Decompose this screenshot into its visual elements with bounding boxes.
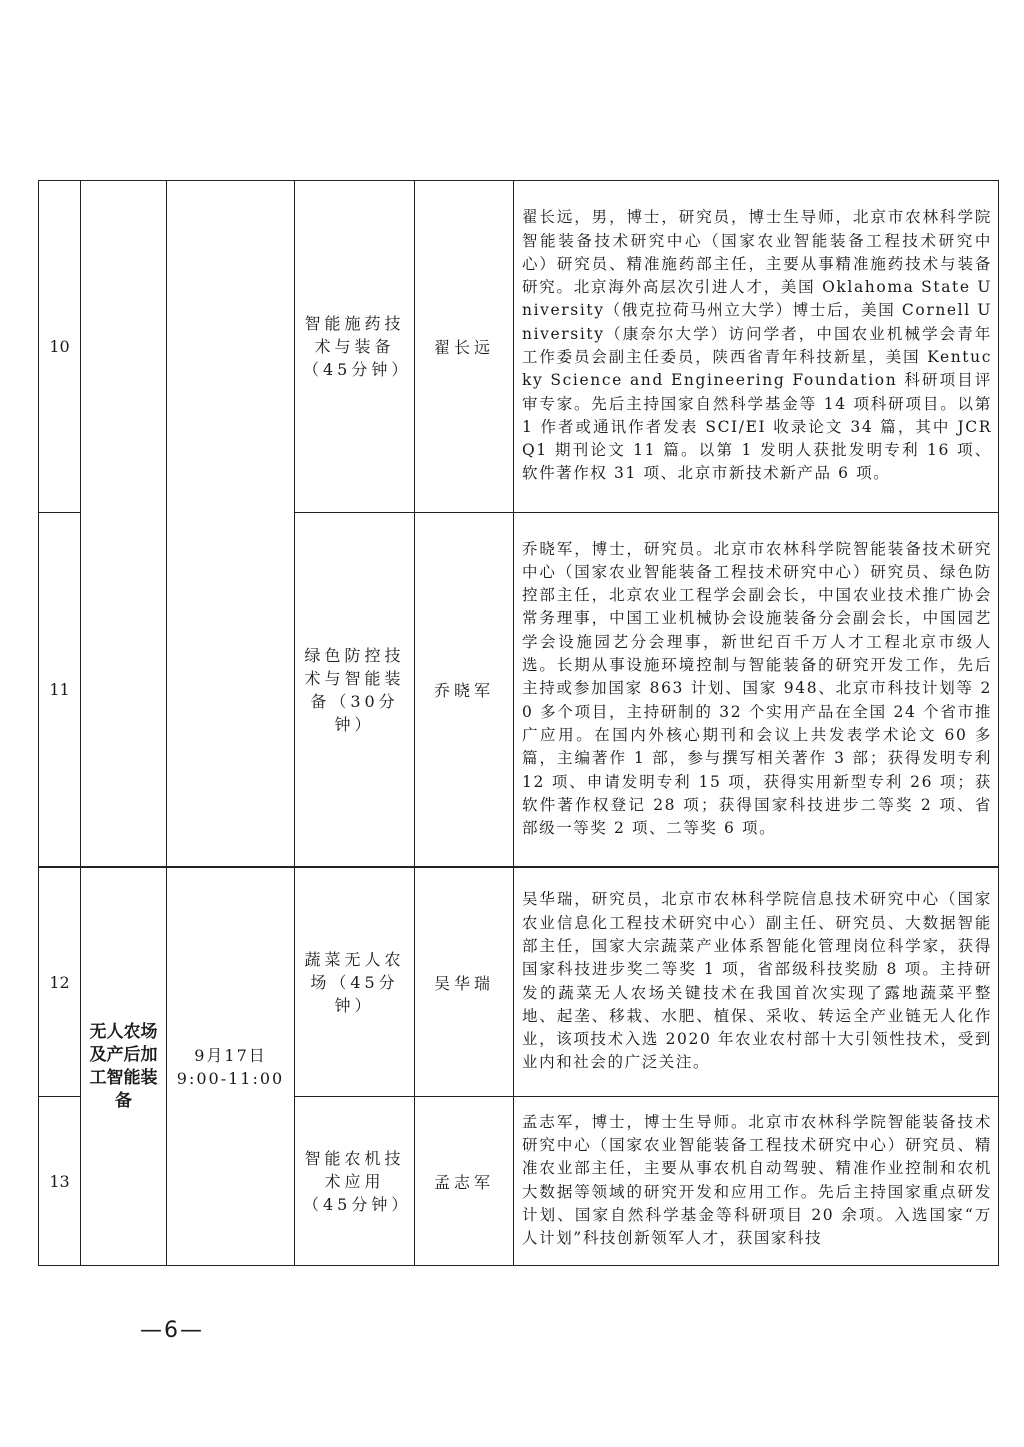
topic-cell: 智能施药技术与装备（45分钟） — [295, 181, 415, 513]
row-number: 11 — [39, 513, 81, 868]
theme-cell: 无人农场及产后加工智能装备 — [81, 867, 167, 1266]
speaker-name: 孟志军 — [415, 1097, 514, 1266]
row-number: 13 — [39, 1097, 81, 1266]
table-row — [39, 181, 999, 513]
topic-cell: 蔬菜无人农场（45分钟） — [295, 867, 415, 1097]
time-cell — [167, 867, 295, 1266]
speaker-bio: 乔晓军，博士，研究员。北京市农林科学院智能装备技术研究中心（国家农业智能装备工程技术研究中心）研究员、绿色防控部主任，北京农业工程学会副会长，中国农业技术推广协会常务理事，中国工业机械协会设施装备分会副会长，中国园艺学会设施园艺分会理事，新世纪百千万人才工程北京市级人选。长期从事设施环境控制与智能装备的研究开发工作，先后主持或参加国家 863 计划、国家 948、北京市科技计划等 20 多个项目，主持研制的 32 个实用产品在全国 24 个省市推广应用。在国内外核心期刊和会议上共发表学术论文 60 多篇，主编著作 1 部，参与撰写相关著作 3 部；获得发明专利 12 项、申请发明专利 15 项，获得实用新型专利 26 项；获软件著作权登记 28 项；获得国家科技进步二等奖 2 项、省部级一等奖 2 项、二等奖 6 项。 — [514, 513, 999, 868]
speaker-name: 乔晓军 — [415, 513, 514, 868]
topic-cell: 智能农机技术应用（45分钟） — [295, 1097, 415, 1266]
speaker-name: 翟长远 — [415, 181, 514, 513]
speaker-bio: 吴华瑞，研究员，北京市农林科学院信息技术研究中心（国家农业信息化工程技术研究中心）副主任、研究员、大数据智能部主任，国家大宗蔬菜产业体系智能化管理岗位科学家，获得国家科技进步奖二等奖 1 项，省部级科技奖励 8 项。主持研发的蔬菜无人农场关键技术在我国首次实现了露地蔬菜平整地、起垄、移栽、水肥、植保、采收、转运全产业链无人化作业，该项技术入选 2020 年农业农村部十大引领性技术，受到业内和社会的广泛关注。 — [514, 867, 999, 1097]
table-row — [39, 867, 999, 1097]
speaker-name: 吴华瑞 — [415, 867, 514, 1097]
session-date: 9月17日 — [194, 1045, 267, 1065]
row-number: 12 — [39, 867, 81, 1097]
session-time: 9:00-11:00 — [176, 1068, 285, 1088]
time-cell-continued — [167, 181, 295, 868]
schedule-table — [38, 180, 999, 1266]
theme-cell-continued — [81, 181, 167, 868]
topic-cell: 绿色防控技术与智能装备（30分钟） — [295, 513, 415, 868]
speaker-bio: 翟长远，男，博士，研究员，博士生导师，北京市农林科学院智能装备技术研究中心（国家农业智能装备工程技术研究中心）研究员、精准施药部主任，主要从事精准施药技术与装备研究。北京海外高层次引进人才，美国 Oklahoma State University（俄克拉荷马州立大学）博士后，美国 Cornell University（康奈尔大学）访问学者，中国农业机械学会青年工作委员会副主任委员，陕西省青年科技新星，美国 Kentucky Science and Engineering Foundation 科研项目评审专家。先后主持国家自然科学基金等 14 项科研项目。以第 1 作者或通讯作者发表 SCI/EI 收录论文 34 篇，其中 JCR Q1 期刊论文 11 篇。以第 1 发明人获批发明专利 16 项、软件著作权 31 项、北京市新技术新产品 6 项。 — [514, 181, 999, 513]
row-number: 10 — [39, 181, 81, 513]
speaker-bio: 孟志军，博士，博士生导师。北京市农林科学院智能装备技术研究中心（国家农业智能装备工程技术研究中心）研究员、精准农业部主任，主要从事农机自动驾驶、精准作业控制和农机大数据等领域的研究开发和应用工作。先后主持国家重点研发计划、国家自然科学基金等科研项目 20 余项。入选国家“万人计划”科技创新领军人才，获国家科技 — [514, 1097, 999, 1266]
page-number: —6— — [140, 1318, 204, 1343]
